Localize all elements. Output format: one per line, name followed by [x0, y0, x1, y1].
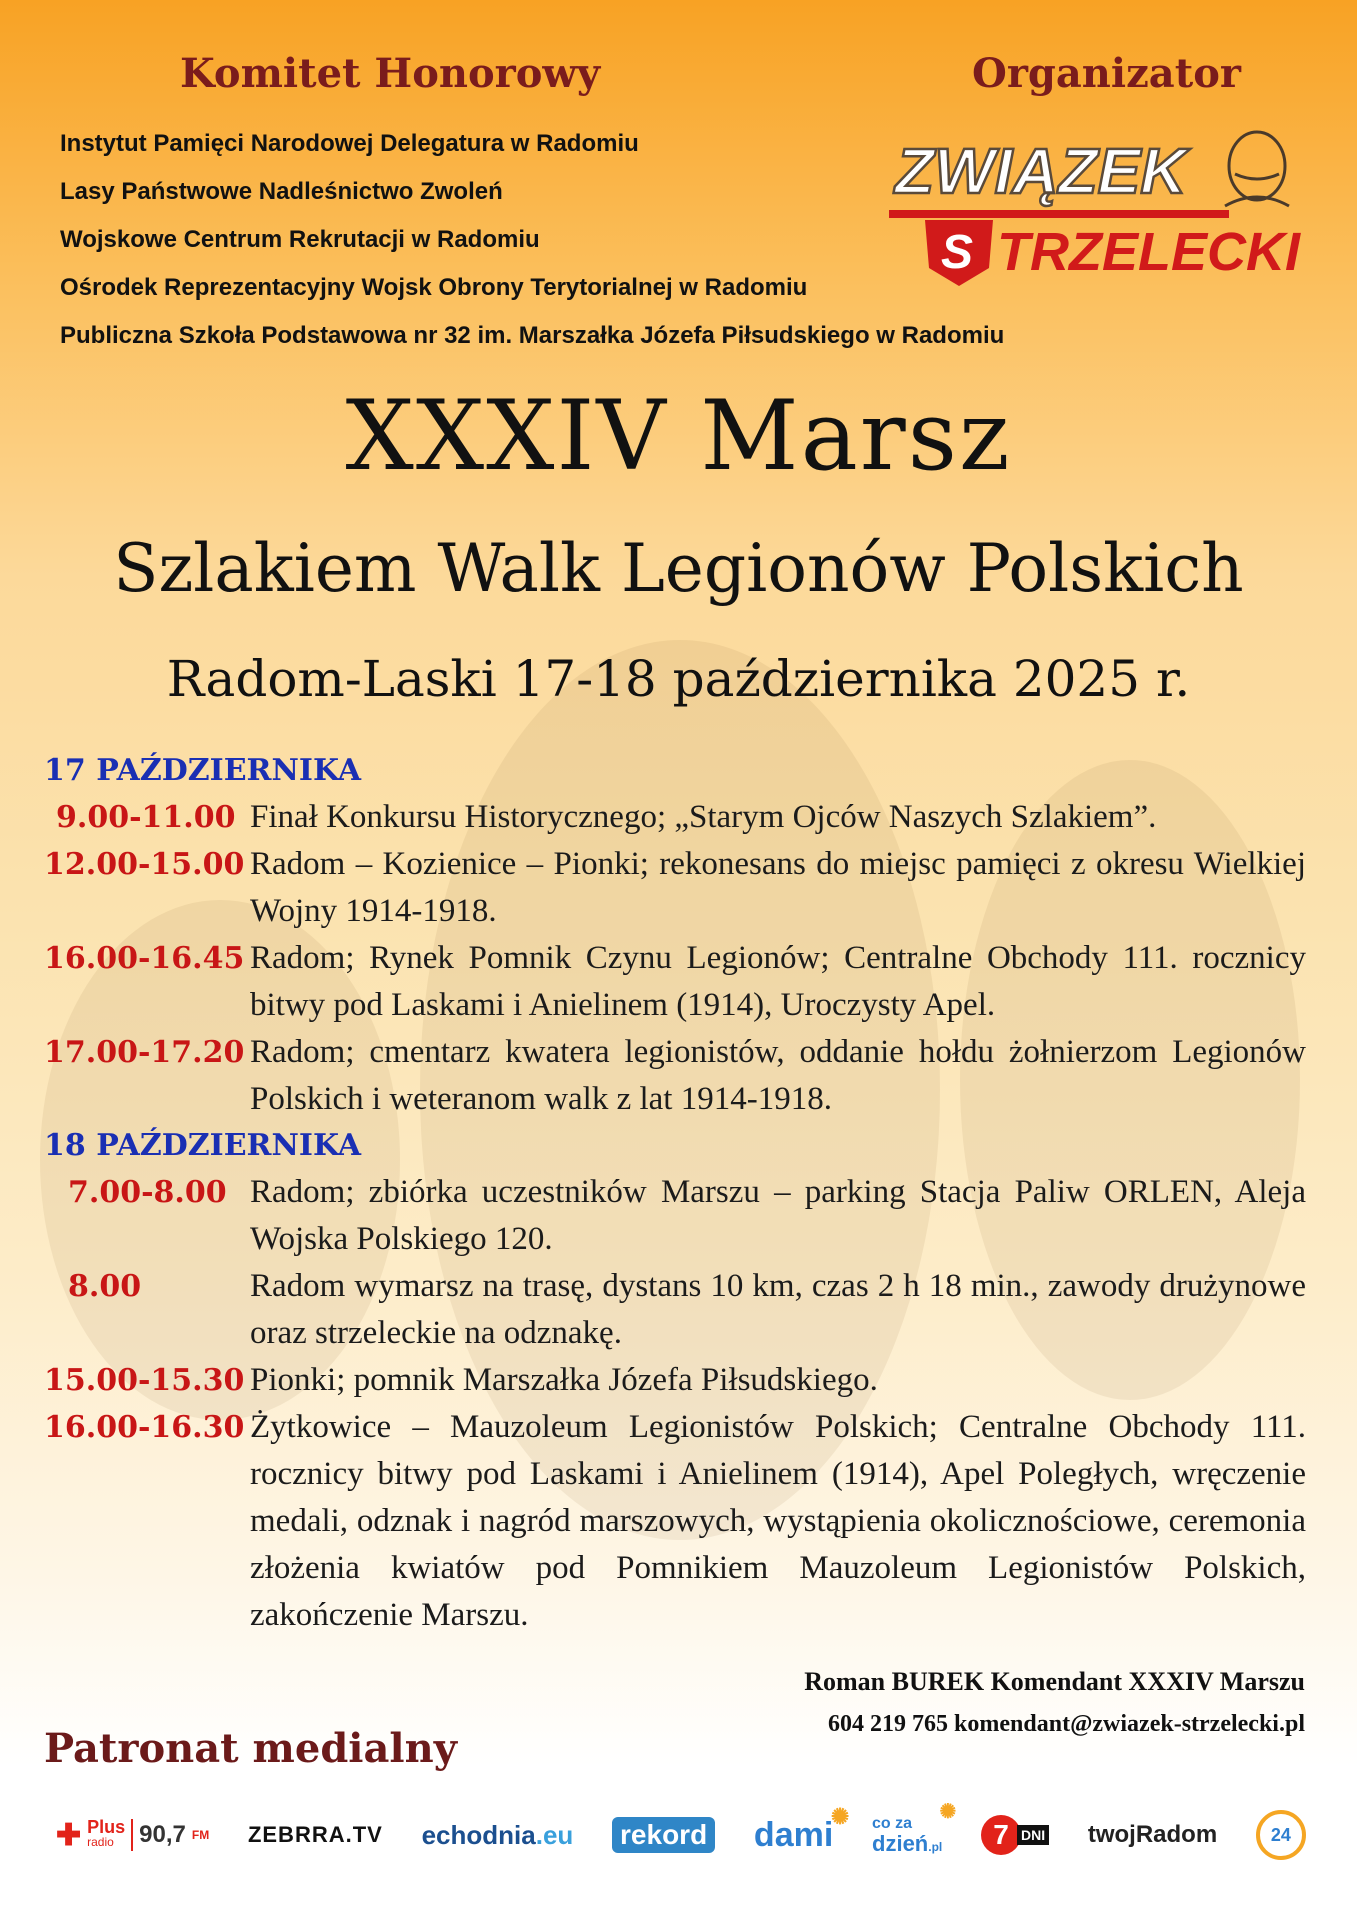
item-text: Radom; zbiórka uczestników Marszu – parking Stacja Paliw ORLEN, Aleja Wojska Polskiego 120.: [250, 1174, 1306, 1257]
program: [44, 748, 1306, 1639]
commander-name: Roman BUREK Komendant XXXIV Marszu: [804, 1667, 1305, 1696]
program-item: [44, 1169, 1306, 1263]
program-item: [44, 841, 1306, 935]
item-time: 17.00-17.20: [44, 1035, 245, 1070]
program-item: [44, 1404, 1306, 1639]
title-sub: Szlakiem Walk Legionów Polskich: [113, 530, 1244, 607]
marshal-portrait-icon: [1225, 132, 1289, 206]
radio-rekord-logo: rekord: [612, 1817, 715, 1853]
program-item: [44, 1357, 1306, 1404]
day-heading: 17 PAŹDZIERNIKA: [44, 753, 362, 788]
sun-icon: ✺: [939, 1800, 957, 1823]
plus-cross-icon: ✚: [56, 1818, 82, 1852]
organizer-heading: Organizator: [972, 50, 1241, 97]
item-time: 8.00: [68, 1269, 142, 1304]
honorary-committee-heading: Komitet Honorowy: [180, 50, 601, 97]
item-text: Pionki; pomnik Marszałka Józefa Piłsudskiego.: [250, 1362, 878, 1398]
title-place-date: Radom-Laski 17-18 października 2025 r.: [166, 650, 1191, 708]
logo-divider: [889, 210, 1229, 218]
twojradom-logo: twojRadom: [1087, 1821, 1218, 1848]
item-text: Radom; cmentarz kwatera legionistów, oddanie hołdu żołnierzom Legionów Polskich i weteranom walk z lat 1914-1918.: [250, 1034, 1306, 1117]
siedem-dni-logo: 7 DNI: [981, 1815, 1049, 1855]
program-item: [44, 1263, 1306, 1357]
committee-member: Lasy Państwowe Nadleśnictwo Zwoleń: [60, 178, 503, 205]
dami-logo: dami ✺: [753, 1803, 850, 1854]
item-text: Radom – Kozienice – Pionki; rekonesans do miejsc pamięci z okresu Wielkiej Wojny 1914-1918.: [250, 846, 1306, 929]
committee-member: Publiczna Szkoła Podstawowa nr 32 im. Marszałka Józefa Piłsudskiego w Radomiu: [60, 322, 1005, 349]
item-time: 15.00-15.30: [44, 1363, 245, 1398]
item-text: Radom; Rynek Pomnik Czynu Legionów; Centralne Obchody 111. rocznicy bitwy pod Laskami i Anielinem (1914), Uroczysty Apel.: [250, 940, 1306, 1023]
radom24-logo: 24: [1256, 1810, 1306, 1860]
committee-member: Wojskowe Centrum Rekrutacji w Radomiu: [60, 226, 540, 253]
zwiazek-strzelecki-logo: [885, 118, 1305, 288]
committee-list: [60, 120, 1004, 360]
zebrra-tv-logo: ZEBRRA.TV: [247, 1822, 383, 1847]
item-text: Finał Konkursu Historycznego; „Starym Ojców Naszych Szlakiem”.: [250, 799, 1157, 835]
program-item: [44, 935, 1306, 1029]
program-item: [44, 1029, 1306, 1123]
echodnia-logo: echodnia.eu: [421, 1819, 574, 1850]
cozadzien-logo: co za dzień.pl ✺: [872, 1800, 957, 1856]
media-patronage-heading: Patronat medialny: [44, 1725, 457, 1772]
logo-line1: ZWIĄZEK: [895, 135, 1187, 207]
item-text: Żytkowice – Mauzoleum Legionistów Polskich; Centralne Obchody 111. rocznicy bitwy pod Laskami i Anielinem (1914), Apel Poległych, wręczenie medali, odznak i nagród marszowych, wystąpienia okolicznościowe, ceremonia złożenia kwiatów pod Pomnikiem Mauzoleum Legionistów Polskich, zakończenie Marszu.: [250, 1409, 1306, 1633]
media-logos-row: [56, 1800, 1306, 1870]
program-item: [44, 794, 1306, 841]
committee-member: Instytut Pamięci Narodowej Delegatura w Radomiu: [60, 130, 639, 157]
item-time: 16.00-16.45: [44, 941, 245, 976]
item-time: 9.00-11.00: [56, 800, 236, 835]
item-time: 7.00-8.00: [68, 1175, 227, 1210]
logo-line2: TRZELECKI: [997, 222, 1300, 282]
committee-member: Ośrodek Reprezentacyjny Wojsk Obrony Terytorialnej w Radomiu: [60, 274, 808, 301]
commander-contact: 604 219 765 komendant@zwiazek-strzelecki.pl: [828, 1711, 1305, 1737]
signature-block: [804, 1660, 1305, 1744]
day-heading: 18 PAŹDZIERNIKA: [44, 1128, 362, 1163]
title-main: XXXIV Marsz: [345, 380, 1012, 492]
item-time: 12.00-15.00: [44, 847, 245, 882]
item-text: Radom wymarsz na trasę, dystans 10 km, czas 2 h 18 min., zawody drużynowe oraz strzeleckie na odznakę.: [250, 1268, 1306, 1351]
logo-badge-letter: S: [941, 226, 974, 279]
sun-icon: ✺: [830, 1803, 850, 1829]
plus-radio-logo: ✚ Plus radio 90,7 FM: [56, 1817, 210, 1852]
item-time: 16.00-16.30: [44, 1410, 245, 1445]
